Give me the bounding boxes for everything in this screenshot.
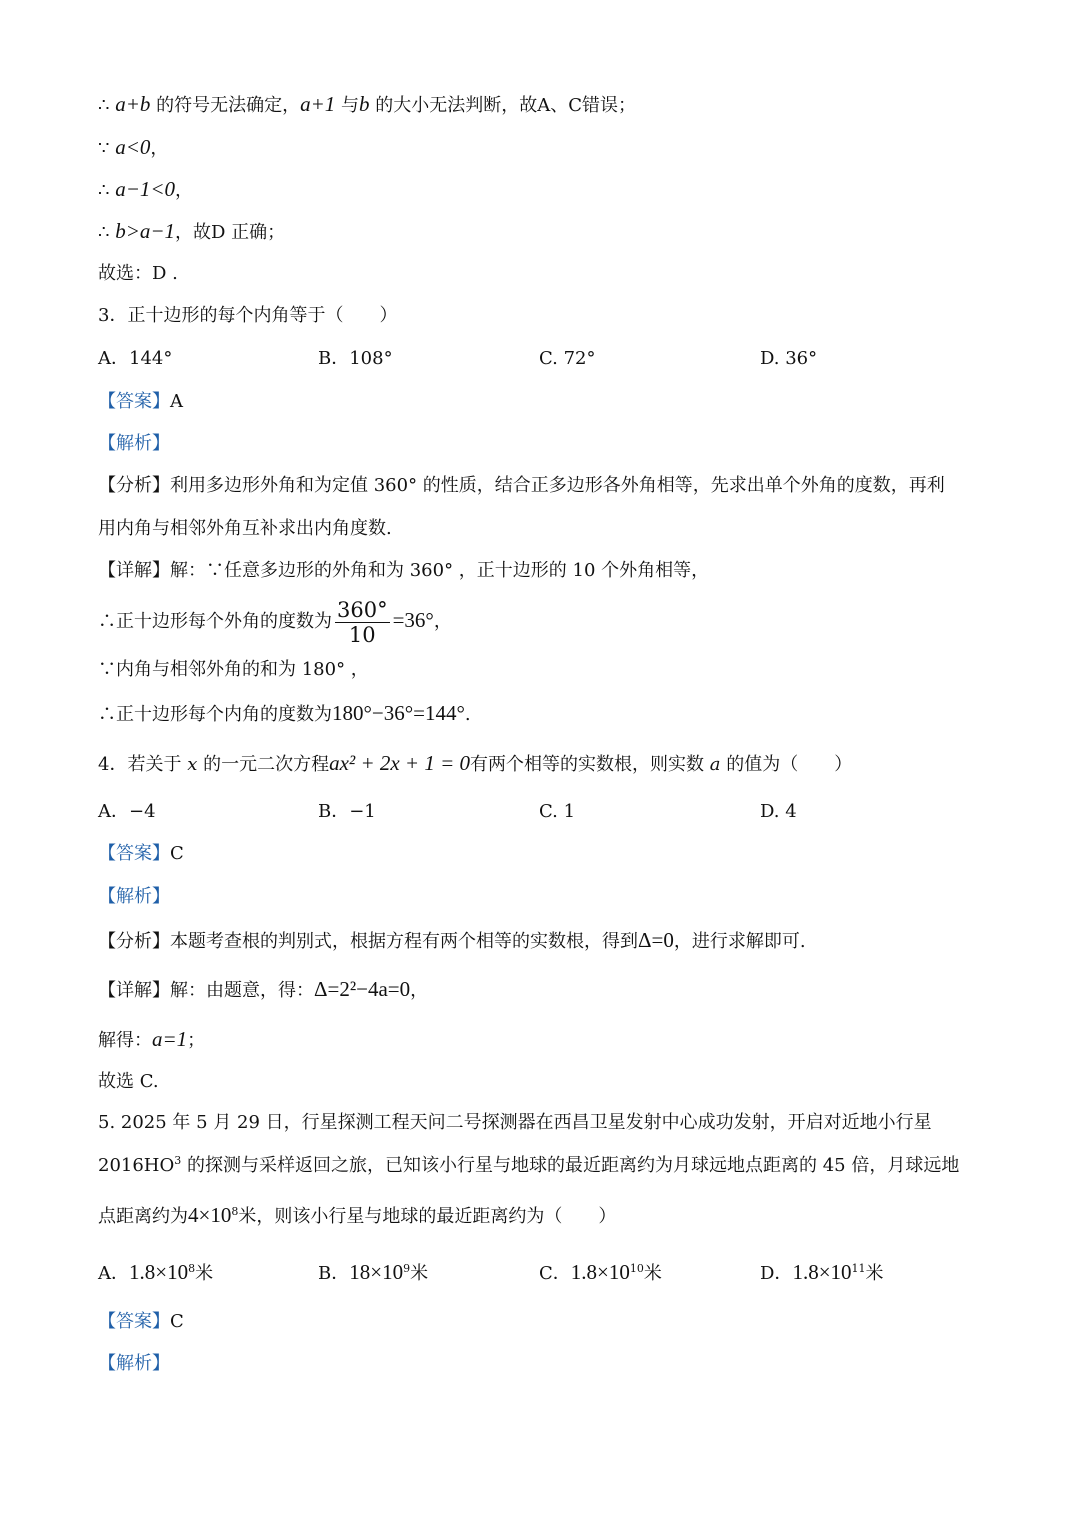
q3-analysis-2: 用内角与相邻外角互补求出内角度数. <box>98 518 392 539</box>
prev-line-4: ∴ b>a−1，故D 正确； <box>98 219 286 243</box>
answer-tag: 【答案】 <box>98 391 170 412</box>
prev-line-1: ∴ a+b 的符号无法确定，a+1 与b 的大小无法判断，故A、C错误； <box>98 92 636 116</box>
answer-tag: 【答案】 <box>98 843 170 864</box>
fraction: $\frac{360^\circ}{10}$ <box>337 597 388 647</box>
equation: ax² + 2x + 1 = 0 <box>329 751 471 775</box>
q5-option-a: A．$1.8\times 10^8$米 <box>98 1260 214 1284</box>
q5-stem-3: 点距离约为$4\times 10^8$米，则该小行星与地球的最近距离约为（ ） <box>98 1203 617 1227</box>
q5-jiexi-tag: 【解析】 <box>98 1353 170 1374</box>
prev-line-3: ∴ a−1<0， <box>98 177 194 201</box>
prev-line-5: 故选：D . <box>98 263 178 284</box>
q3-answer: 【答案】A <box>98 391 183 412</box>
q5-option-b: B．$18\times 10^9$米 <box>318 1260 429 1284</box>
q5-answer: 【答案】C <box>98 1311 184 1332</box>
q3-stem: 3．正十边形的每个内角等于（ ） <box>98 305 398 326</box>
q3-option-b: B．108° <box>318 348 393 369</box>
q4-option-c: C. 1 <box>539 801 576 822</box>
q4-jiexi-tag: 【解析】 <box>98 886 170 907</box>
q3-detail-3: ∵内角与相邻外角的和为 180° ， <box>98 659 369 680</box>
q4-answer: 【答案】C <box>98 843 184 864</box>
q3-option-c: C. 72° <box>539 348 596 369</box>
q3-option-d: D. 36° <box>760 348 818 369</box>
prev-line-2: ∵ a<0， <box>98 135 169 159</box>
q3-jiexi-tag: 【解析】 <box>98 433 170 454</box>
answer-tag: 【答案】 <box>98 1311 170 1332</box>
q4-choose: 故选 C. <box>98 1071 159 1092</box>
q4-option-a: A．−4 <box>98 801 156 822</box>
q5-stem-1: 5. 2025 年 5 月 29 日，行星探测工程天问二号探测器在西昌卫星发射中心成功发射，开启对近地小行星 <box>98 1112 932 1133</box>
q4-stem: 4．若关于 x 的一元二次方程ax² + 2x + 1 = 0有两个相等的实数根，则实数 a 的值为（ ） <box>98 751 853 775</box>
q4-analysis: 【分析】本题考查根的判别式，根据方程有两个相等的实数根，得到Δ=0，进行求解即可. <box>98 928 806 952</box>
q5-option-d: D．$1.8\times 10^{11}$米 <box>760 1260 884 1284</box>
q3-detail-4: ∴正十边形每个内角的度数为180°−36°=144°. <box>98 701 471 725</box>
q4-option-b: B．−1 <box>318 801 376 822</box>
q3-detail-1: 【详解】解：∵任意多边形的外角和为 360° ，正十边形的 10 个外角相等， <box>98 560 710 581</box>
q3-analysis-1: 【分析】利用多边形外角和为定值 360° 的性质，结合正多边形各外角相等，先求出单个外角的度数，再利 <box>98 475 945 496</box>
q3-option-a: A．144° <box>98 348 173 369</box>
q3-detail-2: ∴正十边形每个外角的度数为 $\frac{360^\circ}{10}$ =36°， <box>98 597 452 647</box>
q5-option-c: C．$1.8\times 10^{10}$米 <box>539 1260 662 1284</box>
q4-option-d: D. 4 <box>760 801 797 822</box>
q4-solve: 解得：a=1； <box>98 1027 206 1051</box>
q5-stem-2: $2016HO^3$ 的探测与采样返回之旅，已知该小行星与地球的最近距离约为月球远地点距离的 45 倍，月球远地 <box>98 1154 960 1176</box>
q4-detail: 【详解】解：由题意，得：Δ=2²−4a=0， <box>98 977 429 1001</box>
math-expr: a+b <box>115 92 151 116</box>
